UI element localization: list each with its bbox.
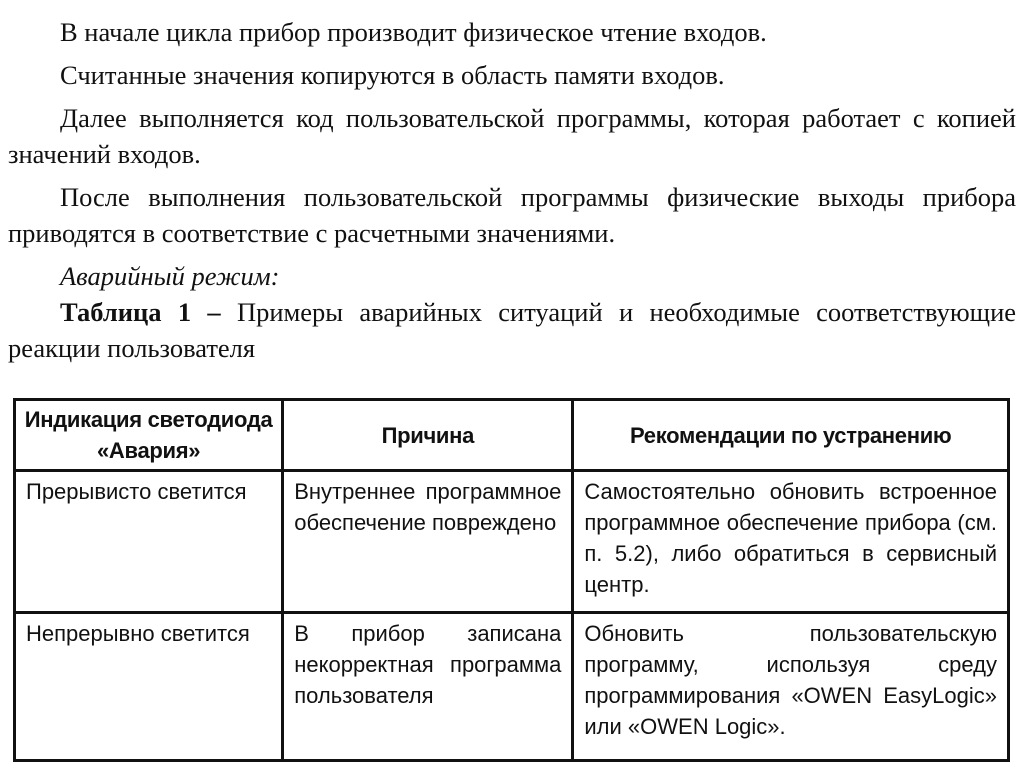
paragraph-copy-values: Считанные значения копируются в область памяти входов. — [60, 60, 725, 90]
header-indication: Индикация светодиода «Авария» — [15, 400, 283, 471]
caption-text: Примеры аварийных ситуаций и необходимые соответствующие реакции пользователя — [8, 297, 1016, 363]
cell-cause: Внутреннее программное обеспечение повреждено — [283, 471, 573, 613]
paragraph-cycle-start: В начале цикла прибор производит физическое чтение входов. — [60, 17, 767, 47]
paragraph-user-program: Далее выполняется код пользовательской программы, которая работает с копией значений входов. — [8, 103, 1016, 169]
paragraph-outputs: После выполнения пользовательской программы физические выходы прибора приводятся в соответствие с расчетными значениями. — [8, 182, 1016, 248]
header-recommendation: Рекомендации по устранению — [573, 400, 1009, 471]
cell-recommendation: Самостоятельно обновить встроенное программное обеспечение прибора (см. п. 5.2), либо обратиться в сервисный центр. — [573, 471, 1009, 613]
table-caption — [8, 294, 1016, 364]
section-label-emergency: Аварийный режим: — [60, 261, 280, 291]
header-cause: Причина — [283, 400, 573, 471]
document-body — [8, 14, 1016, 364]
table-row — [15, 613, 1009, 761]
table-header-row — [15, 400, 1009, 471]
cell-recommendation: Обновить пользовательскую программу, используя среду программирования «OWEN EasyLogic» или «OWEN Logic». — [573, 613, 1009, 761]
cell-cause: В прибор записана некорректная программа пользователя — [283, 613, 573, 761]
cell-indication: Прерывисто светится — [15, 471, 283, 613]
emergency-table — [13, 398, 1010, 762]
table-row — [15, 471, 1009, 613]
caption-lead: Таблица 1 – — [60, 297, 221, 327]
cell-indication: Непрерывно светится — [15, 613, 283, 761]
